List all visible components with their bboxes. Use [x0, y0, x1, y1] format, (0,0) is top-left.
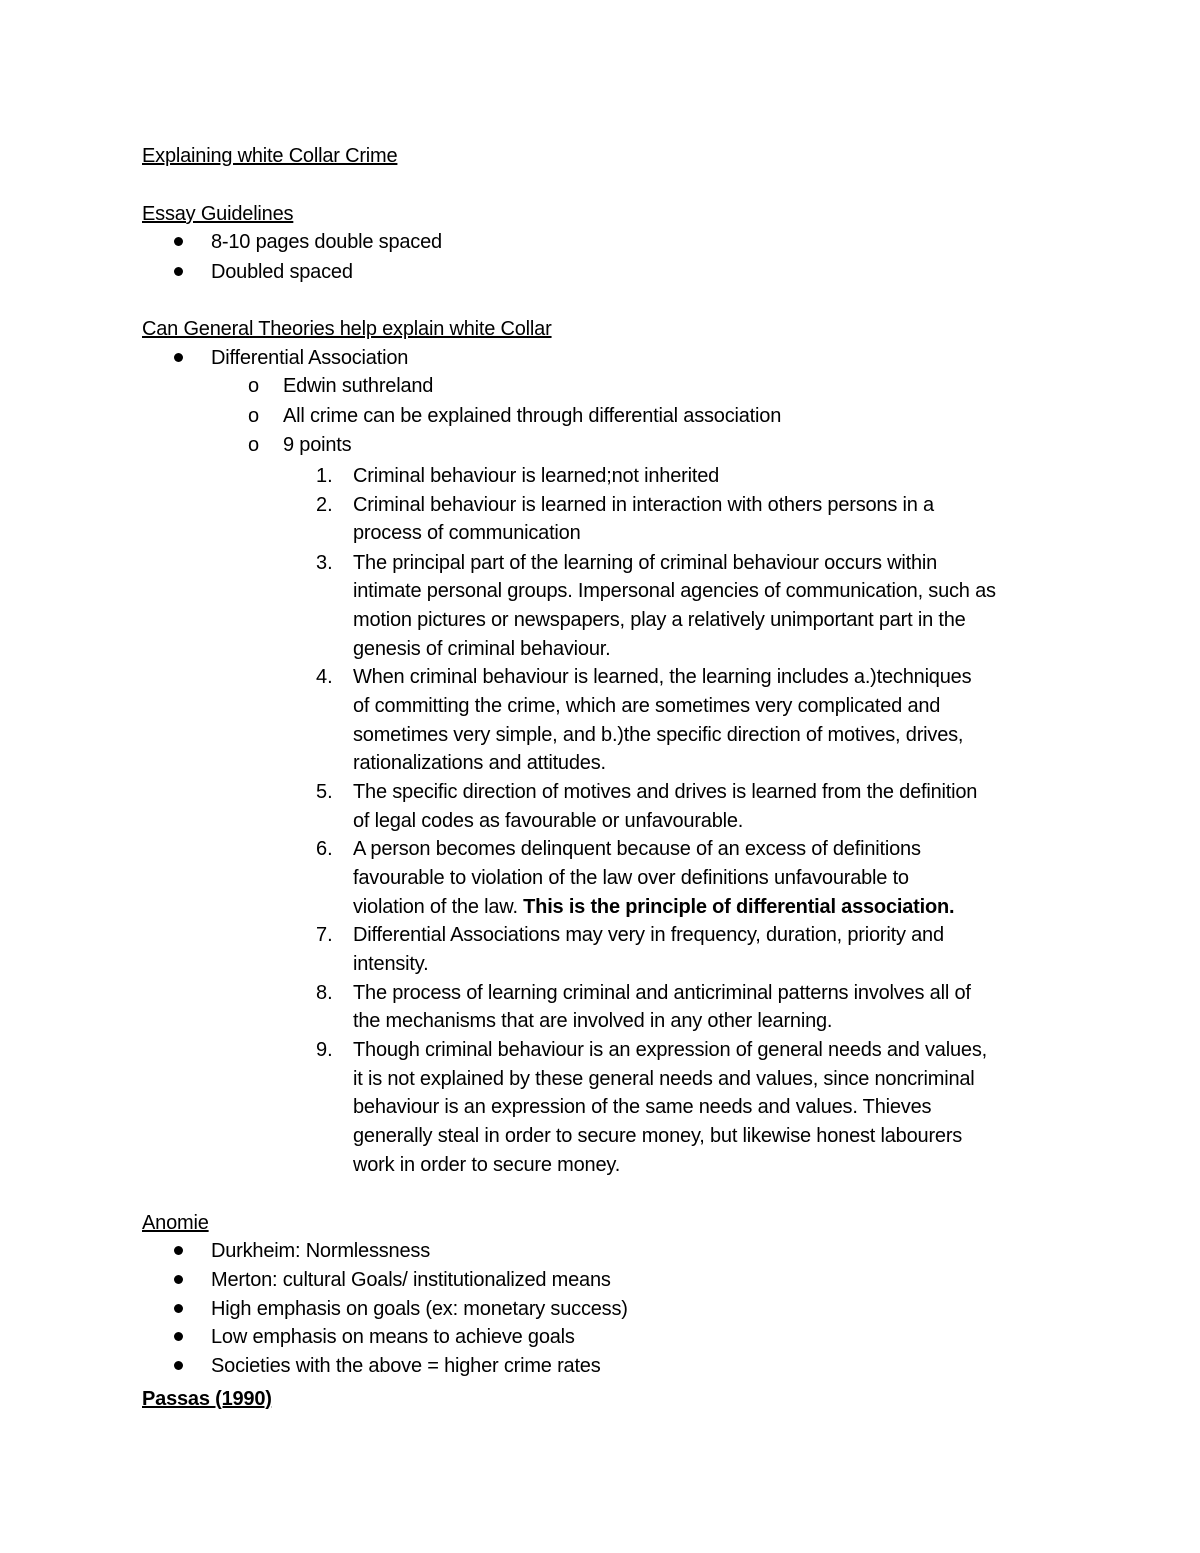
anomie-heading: Anomie: [142, 1212, 209, 1234]
bullet-icon: [174, 1304, 183, 1313]
list-item: Societies with the above = higher crime rates: [211, 1355, 601, 1377]
point-number: 7.: [316, 924, 333, 946]
point-number: 6.: [316, 838, 333, 860]
circle-bullet-icon: o: [248, 405, 260, 427]
list-item: All crime can be explained through differential association: [283, 405, 782, 427]
circle-bullet-icon: o: [248, 375, 260, 397]
point-text: the mechanisms that are involved in any other learning.: [353, 1010, 833, 1032]
point-text: A person becomes delinquent because of an excess of definitions: [353, 838, 921, 860]
point-text: work in order to secure money.: [353, 1154, 621, 1176]
point-text: Criminal behaviour is learned;not inherited: [353, 465, 720, 487]
list-item: High emphasis on goals (ex: monetary success): [211, 1298, 628, 1320]
list-item: Low emphasis on means to achieve goals: [211, 1326, 575, 1348]
bullet-icon: [174, 1361, 183, 1370]
list-item: Edwin suthreland: [283, 375, 434, 397]
point-text: The process of learning criminal and anticriminal patterns involves all of: [353, 982, 971, 1004]
point-text: When criminal behaviour is learned, the learning includes a.)techniques: [353, 666, 972, 688]
list-item: 9 points: [283, 434, 352, 456]
point-number: 1.: [316, 465, 333, 487]
list-item: 8-10 pages double spaced: [211, 231, 442, 253]
point-text: generally steal in order to secure money, but likewise honest labourers: [353, 1125, 963, 1147]
point-text-with-bold: [353, 893, 954, 921]
bullet-icon: [174, 353, 183, 362]
point-number: 9.: [316, 1039, 333, 1061]
list-item: Durkheim: Normlessness: [211, 1240, 430, 1262]
bullet-icon: [174, 1246, 183, 1255]
point-text: intimate personal groups. Impersonal agencies of communication, such as: [353, 580, 996, 602]
point-text: behaviour is an expression of the same needs and values. Thieves: [353, 1096, 932, 1118]
point-number: 8.: [316, 982, 333, 1004]
point-text: process of communication: [353, 522, 581, 544]
passas-heading: Passas (1990): [142, 1388, 272, 1410]
general-theories-heading: Can General Theories help explain white Collar: [142, 318, 552, 340]
point-text: favourable to violation of the law over definitions unfavourable to: [353, 867, 909, 889]
point-number: 2.: [316, 494, 333, 516]
point-text: Though criminal behaviour is an expression of general needs and values,: [353, 1039, 987, 1061]
bullet-icon: [174, 267, 183, 276]
point-text: rationalizations and attitudes.: [353, 752, 606, 774]
point-text: The principal part of the learning of criminal behaviour occurs within: [353, 552, 938, 574]
point-text: genesis of criminal behaviour.: [353, 638, 611, 660]
point-text: sometimes very simple, and b.)the specific direction of motives, drives,: [353, 724, 964, 746]
point-text: Differential Associations may very in frequency, duration, priority and: [353, 924, 944, 946]
list-item: Merton: cultural Goals/ institutionalized means: [211, 1269, 611, 1291]
point-text: violation of the law.: [353, 896, 518, 918]
bullet-icon: [174, 1275, 183, 1284]
point-text: of committing the crime, which are sometimes very complicated and: [353, 695, 941, 717]
document-title: Explaining white Collar Crime: [142, 145, 398, 167]
point-text: Criminal behaviour is learned in interaction with others persons in a: [353, 494, 934, 516]
bullet-icon: [174, 237, 183, 246]
point-number: 4.: [316, 666, 333, 688]
essay-guidelines-heading: Essay Guidelines: [142, 203, 294, 225]
point-number: 5.: [316, 781, 333, 803]
point-text: of legal codes as favourable or unfavourable.: [353, 810, 744, 832]
point-text: intensity.: [353, 953, 429, 975]
list-item: Differential Association: [211, 347, 409, 369]
list-item: Doubled spaced: [211, 261, 353, 283]
point-text: The specific direction of motives and drives is learned from the definition: [353, 781, 978, 803]
circle-bullet-icon: o: [248, 434, 260, 456]
bullet-icon: [174, 1332, 183, 1341]
point-number: 3.: [316, 552, 333, 574]
point-text: motion pictures or newspapers, play a relatively unimportant part in the: [353, 609, 966, 631]
bold-principle-text: This is the principle of differential association.: [523, 896, 955, 918]
point-text: it is not explained by these general needs and values, since noncriminal: [353, 1068, 975, 1090]
